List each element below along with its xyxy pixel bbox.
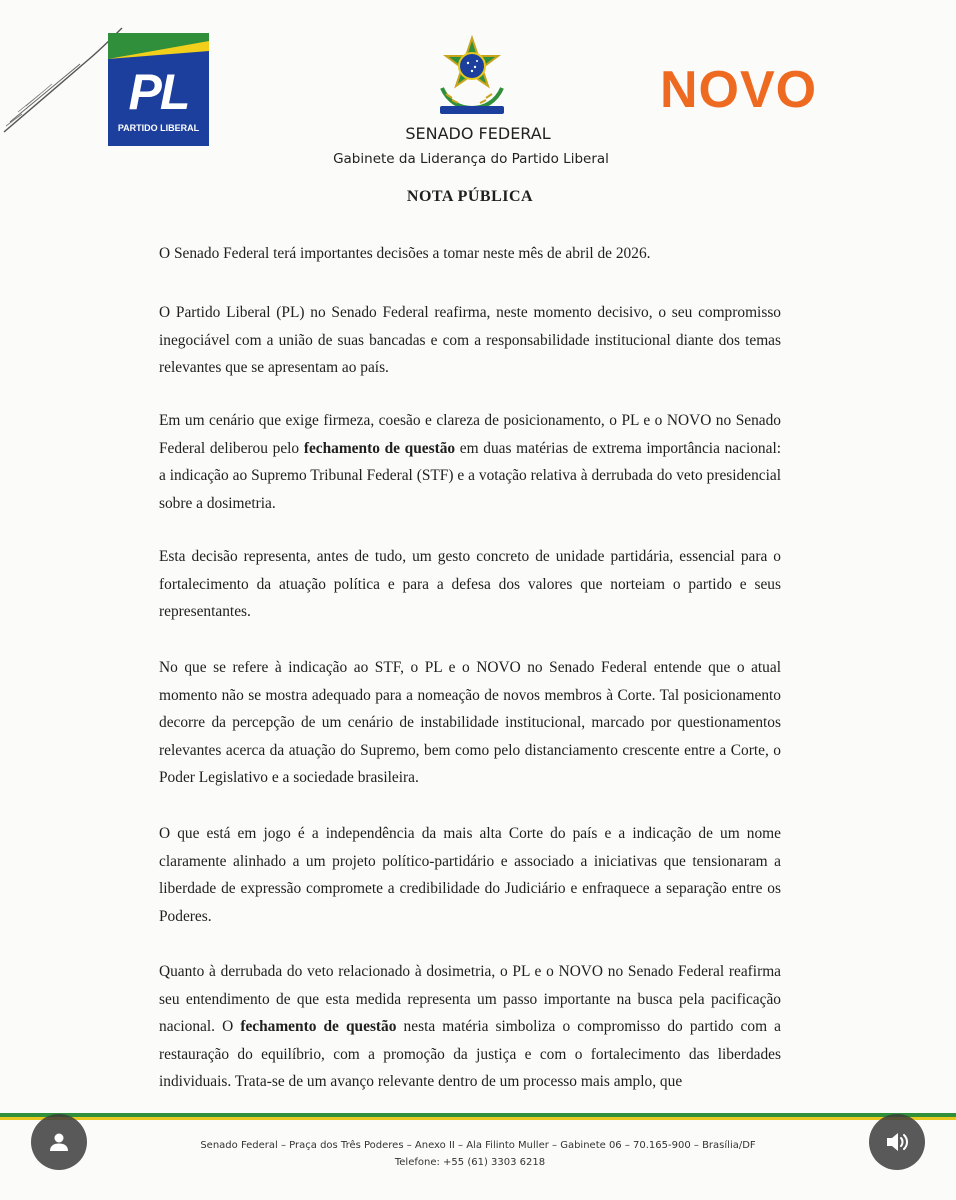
brazil-coat-of-arms-icon (432, 34, 512, 118)
paragraph-3 (159, 407, 781, 517)
paragraph-6: O que está em jogo é a independência da mais alta Corte do país e a indicação de um nome claramente alinhado a um projeto político-partidário e associado a iniciativas que tensionaram a liberdade de expressão compromete a credibilidade do Judiciário e enfraquece a separação entre os Poderes. (159, 825, 781, 925)
paragraph-7-bold: fechamento de questão (240, 1018, 397, 1035)
footer-address: Senado Federal – Praça dos Três Poderes – Anexo II – Ala Filinto Muller – Gabinete 06 – 70.165-900 – Brasília/DF (200, 1140, 756, 1151)
paragraph-7-text: Quanto à derrubada do veto relacionado à dosimetria, o PL e o NOVO no Senado Federal reafirma seu entendimento de que esta medida representa um passo importante na busca pela pacificação nacional. O (159, 963, 781, 1035)
paragraph-1: O Senado Federal terá importantes decisões a tomar neste mês de abril de 2026. (159, 245, 651, 262)
footer-phone: Telefone: +55 (61) 3303 6218 (394, 1157, 546, 1168)
document-title: NOTA PÚBLICA (406, 188, 534, 205)
footer-yellow-line (0, 1117, 956, 1120)
paragraph-7 (159, 958, 781, 1096)
novo-party-logo: NOVO (660, 61, 818, 119)
paragraph-5: No que se refere à indicação ao STF, o PL e o NOVO no Senado Federal entende que o atual momento não se mostra adequado para a nomeação de novos membros à Corte. Tal posicionamento decorre da percepção de um cenário de instabilidade institucional, marcado por questionamentos relevantes acerca da atuação do Supremo, bem como pelo distanciamento crescente entre a Corte, o Poder Legislativo e a sociedade brasileira. (159, 659, 781, 786)
paragraph-7-text-end: nesta matéria simboliza o compromisso do partido com a restauração do equilíbrio, com a promoção da justiça e com o fortalecimento das liberdades individuais. Trata-se de um avanço relevante dentro de um processo mais amplo, que (159, 1018, 781, 1090)
header-subtitle: Gabinete da Liderança do Partido Liberal (333, 151, 609, 167)
pl-logo-subtitle: PARTIDO LIBERAL (117, 123, 200, 133)
speaker-icon (884, 1129, 910, 1155)
profile-button[interactable] (31, 1114, 87, 1170)
user-icon (47, 1130, 71, 1154)
pl-logo-text: PL (128, 64, 189, 120)
audio-toggle-button[interactable] (869, 1114, 925, 1170)
paragraph-2: O Partido Liberal (PL) no Senado Federal reafirma, neste momento decisivo, o seu compromisso inegociável com a união de suas bancadas e com a responsabilidade institucional diante dos temas relevantes que se apresentam ao país. (159, 304, 781, 376)
paragraph-3-bold: fechamento de questão (303, 439, 456, 457)
paragraph-4: Esta decisão representa, antes de tudo, um gesto concreto de unidade partidária, essencial para o fortalecimento da atuação política e para a defesa dos valores que norteiam o partido e seus representantes. (159, 548, 781, 620)
paragraph-3-text: Em um cenário que exige firmeza, coesão e clareza de posicionamento, o PL e o NOVO no Senado Federal deliberou pelo (159, 412, 781, 457)
paragraph-3-text-end: em duas matérias de extrema importância nacional: a indicação ao Supremo Tribunal Federal (STF) e a votação relativa à derrubada do veto presidencial sobre a dosimetria. (159, 439, 781, 512)
header-title: SENADO FEDERAL (405, 124, 551, 143)
brazil-flag-band (108, 33, 209, 59)
